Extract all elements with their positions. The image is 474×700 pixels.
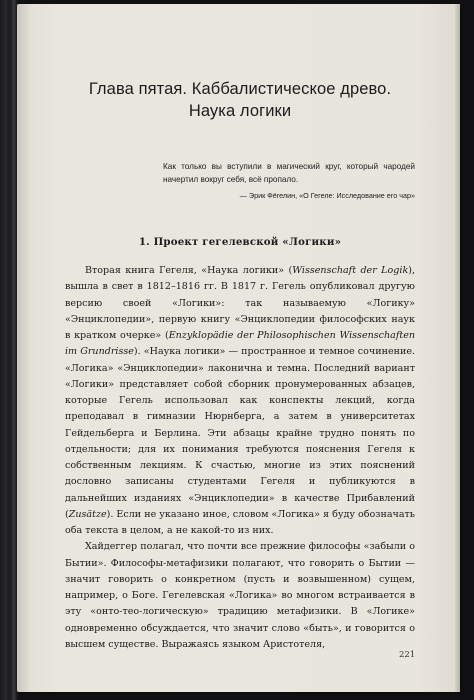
italic-text-run: Enzyklopädie der Philosophischen Wissenschaften im Grundrisse [65,330,415,358]
chapter-title-line2: Наука логики [188,102,292,120]
body-text [65,263,415,653]
page-content [65,78,415,653]
epigraph [163,160,415,201]
chapter-title [65,78,415,122]
paragraph [65,539,415,653]
section-title: 1. Проект гегелевской «Логики» [138,236,342,248]
chapter-title-line1: Глава пятая. Каббалистическое древо. [88,80,392,98]
book-page [17,4,460,692]
epigraph-source: — Эрик Фёгелин, «О Гегеле: Исследование его чар» [239,191,415,200]
page-number: 221 [399,650,416,660]
paragraph [65,263,415,539]
page-edge [455,4,460,692]
text-run: Хайдеггер полагал, что почти все прежние философы «забыли о Бытии». Философы-метафизики полагают, что говорить о Бытии — значит говорить о конкретном (пусть и возвышенном) сущем, например, о Боге. Гегелевская «Логика» во многом встраивается в эту «онто-тео-логическую» традицию метафизики. В «Логике» одновременно обсуждается, что значит слово «быть», и говорится о высшем существе. Выражаясь языком Аристотеля, [65,541,415,650]
text-run: ), вышла в свет в 1812–1816 гг. В 1817 г. Гегель опубликовал другую версию своей «Логики»: так называемую «Логику» «Энциклопедии», первую книгу «Энциклопедии философских наук в кратком очерке» ( [65,265,415,341]
text-run: ). Если не указано иное, словом «Логика» я буду обозначать оба текста в целом, а не какой-то из них. [65,508,415,536]
italic-text-run: Wissenschaft der Logik [292,265,409,276]
text-run: Вторая книга Гегеля, «Наука логики» ( [85,265,293,276]
text-run: ). «Наука логики» — пространное и темное сочинение. «Логика» «Энциклопедии» лаконична и темна. Последний вариант «Логики» представляет собой сборник пронумерованных абзацев, которые Гегель использовал как конспекты лекций, когда преподавал в гимназии Нюрнберга, а затем в университетах Гейдельберга и Берлина. Эти абзацы крайне трудно понять по отдельности; для их понимания требуются пояснения Гегеля к собственным лекциям. К счастью, многие из этих пояснений дословно записаны студентами Гегеля и публикуются в дальнейших изданиях «Энциклопедии» в качестве Прибавлений ( [65,346,416,520]
italic-text-run: Zusätze [68,508,107,520]
epigraph-text: Как только вы вступили в магический круг, который чародей начертил вокруг себя, всё пропало. [163,162,415,184]
